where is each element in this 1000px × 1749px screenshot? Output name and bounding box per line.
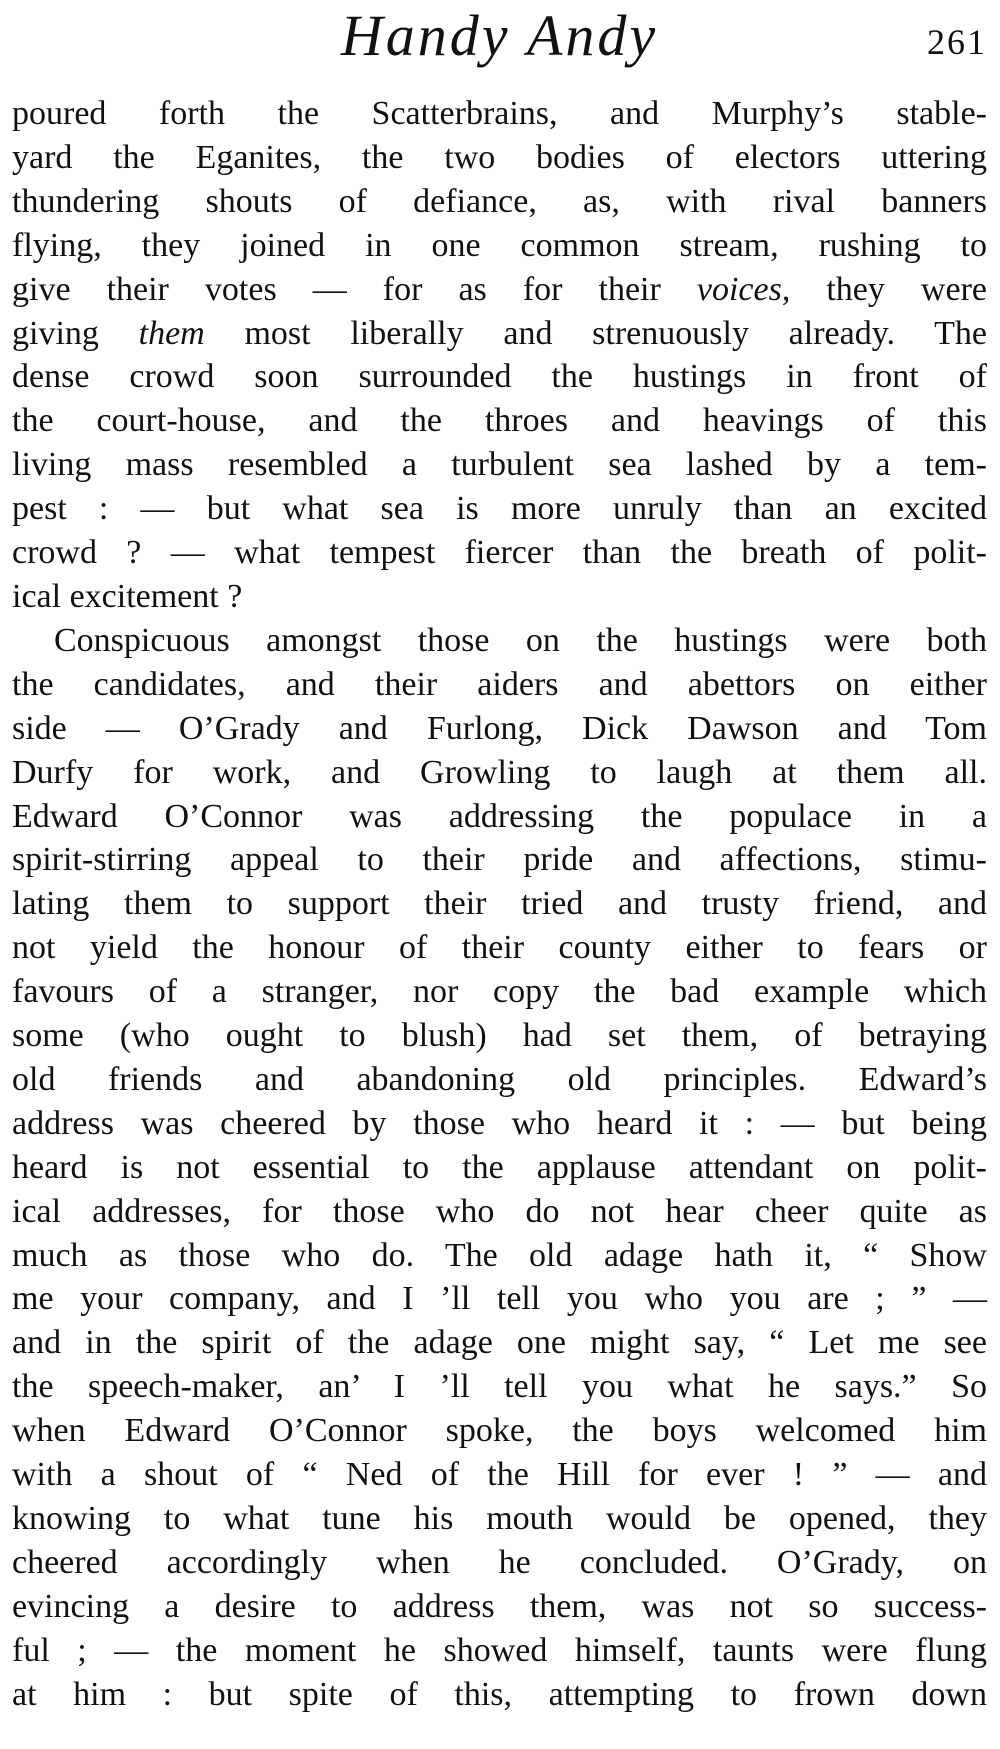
text-line bbox=[12, 926, 987, 970]
text-line bbox=[12, 92, 987, 136]
text-run: the candidates, and their aiders and abettors on either bbox=[12, 665, 987, 703]
text-line bbox=[12, 180, 987, 224]
text-line bbox=[12, 1497, 987, 1541]
text-run: favours of a stranger, nor copy the bad example which bbox=[12, 973, 987, 1011]
text-run: dense crowd soon surrounded the hustings in front of bbox=[12, 358, 987, 396]
text-run: living mass resembled a turbulent sea lashed by a tem- bbox=[12, 446, 987, 484]
text-run: old friends and abandoning old principles. Edward’s bbox=[12, 1060, 987, 1098]
text-line bbox=[12, 1629, 987, 1673]
text-run: Edward O’Connor was addressing the populace in a bbox=[12, 797, 987, 835]
text-run: ical excitement ? bbox=[12, 577, 243, 615]
text-line bbox=[12, 1585, 987, 1629]
text-run: and in the spirit of the adage one might say, “ Let me see bbox=[12, 1324, 987, 1362]
text-run: knowing to what tune his mouth would be opened, they bbox=[12, 1500, 987, 1537]
text-line bbox=[12, 268, 987, 312]
text-run: pest : — but what sea is more unruly than an excited bbox=[12, 490, 987, 528]
text-run: me your company, and I ’ll tell you who you are ; ” — bbox=[12, 1280, 987, 1318]
text-run: much as those who do. The old adage hath it, “ Show bbox=[12, 1236, 987, 1274]
text-run: flying, they joined in one common stream, rushing to bbox=[12, 226, 987, 264]
text-line bbox=[12, 312, 987, 356]
text-line bbox=[12, 1409, 987, 1453]
text-line bbox=[12, 487, 987, 531]
text-line bbox=[12, 355, 987, 399]
text-run: ical addresses, for those who do not hear cheer quite as bbox=[12, 1192, 987, 1230]
text-run: the court-house, and the throes and heavings of this bbox=[12, 402, 987, 440]
text-run: thundering shouts of defiance, as, with rival banners bbox=[12, 182, 987, 220]
text-line bbox=[12, 1146, 987, 1190]
text-run: some (who ought to blush) had set them, of betraying bbox=[12, 1017, 987, 1055]
text-run: the speech-maker, an’ I ’ll tell you what he says.” So bbox=[12, 1368, 987, 1406]
text-line bbox=[12, 1541, 987, 1585]
text-run: giving bbox=[12, 314, 139, 352]
text-run: when Edward O’Connor spoke, the boys welcomed him bbox=[12, 1412, 987, 1450]
text-line bbox=[12, 838, 987, 882]
text-run: lating them to support their tried and trusty friend, and bbox=[12, 885, 987, 923]
text-line bbox=[12, 1277, 987, 1321]
text-line bbox=[12, 443, 987, 487]
italic-word: them bbox=[138, 314, 205, 352]
text-run: ful ; — the moment he showed himself, taunts were flung bbox=[12, 1631, 987, 1669]
text-run: Conspicuous amongst those on the hustings were both bbox=[54, 621, 987, 659]
text-line bbox=[12, 1190, 987, 1234]
text-line bbox=[12, 224, 987, 268]
text-run: give their votes — for as for their bbox=[12, 270, 697, 308]
text-run: most liberally and strenuously already. The bbox=[204, 314, 987, 352]
text-line bbox=[12, 1234, 987, 1278]
text-line bbox=[12, 1058, 987, 1102]
running-head bbox=[12, 0, 987, 72]
text-run: yard the Eganites, the two bodies of electors uttering bbox=[12, 138, 987, 176]
text-line bbox=[12, 1102, 987, 1146]
text-line bbox=[12, 751, 987, 795]
text-run: Durfy for work, and Growling to laugh at them all. bbox=[12, 753, 987, 791]
text-line bbox=[12, 1453, 987, 1497]
text-line bbox=[12, 795, 987, 839]
running-head-title: Handy Andy bbox=[340, 3, 659, 68]
text-run: crowd ? — what tempest fiercer than the breath of polit- bbox=[12, 534, 987, 572]
body-text bbox=[12, 92, 987, 1717]
text-run: with a shout of “ Ned of the Hill for ever ! ” — and bbox=[12, 1456, 987, 1494]
text-run: side — O’Grady and Furlong, Dick Dawson and Tom bbox=[12, 709, 987, 747]
text-line bbox=[12, 619, 987, 663]
text-run: heard is not essential to the applause attendant on polit- bbox=[12, 1148, 987, 1186]
text-run: at him : but spite of this, attempting to frown down bbox=[12, 1675, 987, 1713]
text-line bbox=[12, 970, 987, 1014]
text-line bbox=[12, 1321, 987, 1365]
text-run: , they were bbox=[781, 270, 987, 308]
text-line bbox=[12, 882, 987, 926]
text-line bbox=[12, 1014, 987, 1058]
text-run: not yield the honour of their county either to fears or bbox=[12, 929, 987, 967]
text-line bbox=[12, 663, 987, 707]
text-line bbox=[12, 707, 987, 751]
text-line bbox=[12, 575, 987, 619]
text-line bbox=[12, 531, 987, 575]
text-line bbox=[12, 399, 987, 443]
italic-word: voices bbox=[696, 270, 782, 308]
text-line bbox=[12, 136, 987, 180]
text-run: cheered accordingly when he concluded. O’Grady, on bbox=[12, 1543, 987, 1581]
text-run: spirit-stirring appeal to their pride and affections, stimu- bbox=[12, 841, 987, 879]
text-run: evincing a desire to address them, was not so success- bbox=[12, 1587, 987, 1625]
page-number: 261 bbox=[927, 22, 987, 62]
text-line bbox=[12, 1365, 987, 1409]
text-run: address was cheered by those who heard it : — but being bbox=[12, 1104, 987, 1142]
text-line bbox=[12, 1673, 987, 1717]
text-run: poured forth the Scatterbrains, and Murphy’s stable- bbox=[12, 95, 987, 132]
